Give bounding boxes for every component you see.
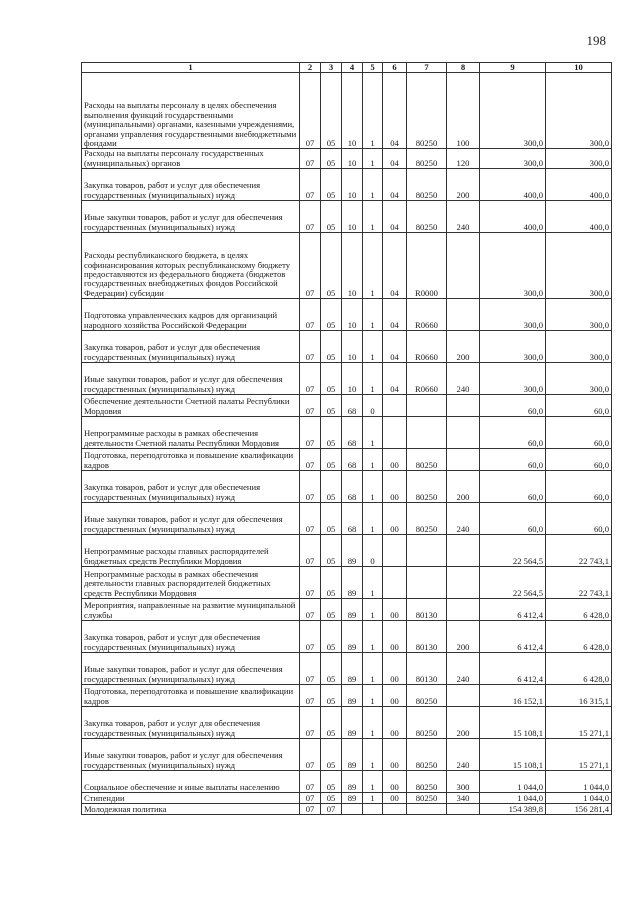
code-cell: 80250 [407, 793, 447, 804]
code-cell: 240 [447, 363, 480, 395]
code-cell: 07 [321, 804, 342, 815]
code-cell: 05 [321, 621, 342, 653]
amount-cell: 1 044,0 [546, 793, 612, 804]
code-cell [342, 804, 363, 815]
code-cell: 10 [342, 169, 363, 201]
code-cell: 240 [447, 653, 480, 685]
code-cell [447, 395, 480, 417]
column-header: 1 [82, 63, 300, 73]
amount-cell: 60,0 [546, 503, 612, 535]
amount-cell: 1 044,0 [480, 771, 546, 793]
code-cell: 05 [321, 599, 342, 621]
table-row [82, 417, 612, 449]
column-header: 7 [407, 63, 447, 73]
code-cell: 1 [363, 331, 383, 363]
table-row [82, 331, 612, 363]
row-name-cell: Иные закупки товаров, работ и услуг для обеспечения государственных (муниципальных) нужд [82, 503, 300, 535]
amount-cell: 400,0 [480, 169, 546, 201]
code-cell: 05 [321, 201, 342, 233]
code-cell [407, 567, 447, 599]
amount-cell: 16 315,1 [546, 685, 612, 707]
code-cell: 200 [447, 169, 480, 201]
code-cell: 240 [447, 201, 480, 233]
table-row [82, 793, 612, 804]
code-cell: 05 [321, 535, 342, 567]
amount-cell: 6 412,4 [480, 599, 546, 621]
code-cell: 89 [342, 653, 363, 685]
code-cell: 04 [383, 149, 407, 169]
amount-cell: 1 044,0 [480, 793, 546, 804]
code-cell: 05 [321, 331, 342, 363]
code-cell: 07 [300, 471, 321, 503]
code-cell: 300 [447, 771, 480, 793]
code-cell: 07 [300, 535, 321, 567]
code-cell: 1 [363, 149, 383, 169]
row-name-cell: Иные закупки товаров, работ и услуг для обеспечения государственных (муниципальных) нужд [82, 653, 300, 685]
row-name-cell: Расходы на выплаты персоналу государственных (муниципальных) органов [82, 149, 300, 169]
code-cell: 04 [383, 233, 407, 299]
code-cell [447, 535, 480, 567]
code-cell: 07 [300, 739, 321, 771]
code-cell: 10 [342, 201, 363, 233]
code-cell: 80250 [407, 149, 447, 169]
code-cell: 1 [363, 599, 383, 621]
code-cell: 07 [300, 395, 321, 417]
table-row [82, 685, 612, 707]
row-name-cell: Иные закупки товаров, работ и услуг для обеспечения государственных (муниципальных) нужд [82, 201, 300, 233]
code-cell: 00 [383, 599, 407, 621]
amount-cell: 22 564,5 [480, 535, 546, 567]
code-cell: 07 [300, 449, 321, 471]
code-cell [447, 417, 480, 449]
amount-cell: 300,0 [546, 73, 612, 149]
code-cell: 07 [300, 417, 321, 449]
code-cell: 1 [363, 233, 383, 299]
code-cell: 07 [300, 233, 321, 299]
code-cell: 200 [447, 621, 480, 653]
amount-cell: 6 428,0 [546, 653, 612, 685]
amount-cell: 300,0 [480, 331, 546, 363]
amount-cell: 15 108,1 [480, 739, 546, 771]
code-cell: 10 [342, 73, 363, 149]
amount-cell: 60,0 [480, 471, 546, 503]
code-cell: 04 [383, 201, 407, 233]
code-cell: 1 [363, 299, 383, 331]
table-row [82, 299, 612, 331]
code-cell: 00 [383, 685, 407, 707]
budget-table [81, 62, 612, 815]
row-name-cell: Непрограммные расходы в рамках обеспечения деятельности главных распорядителей бюджетных средств Республики Мордовия [82, 567, 300, 599]
row-name-cell: Закупка товаров, работ и услуг для обеспечения государственных (муниципальных) нужд [82, 707, 300, 739]
table-row [82, 471, 612, 503]
column-header: 6 [383, 63, 407, 73]
row-name-cell: Закупка товаров, работ и услуг для обеспечения государственных (муниципальных) нужд [82, 471, 300, 503]
code-cell: 00 [383, 707, 407, 739]
code-cell: 200 [447, 331, 480, 363]
table-row [82, 503, 612, 535]
code-cell: 07 [300, 363, 321, 395]
row-name-cell: Закупка товаров, работ и услуг для обеспечения государственных (муниципальных) нужд [82, 331, 300, 363]
code-cell: 340 [447, 793, 480, 804]
code-cell: 00 [383, 449, 407, 471]
code-cell [383, 535, 407, 567]
code-cell: 05 [321, 653, 342, 685]
amount-cell: 154 389,8 [480, 804, 546, 815]
amount-cell: 300,0 [480, 363, 546, 395]
amount-cell: 1 044,0 [546, 771, 612, 793]
row-name-cell: Непрограммные расходы в рамках обеспечения деятельности Счетной палаты Республики Мордовия [82, 417, 300, 449]
code-cell: 05 [321, 739, 342, 771]
code-cell: 1 [363, 771, 383, 793]
code-cell: 68 [342, 503, 363, 535]
code-cell: R0000 [407, 233, 447, 299]
code-cell: 10 [342, 149, 363, 169]
column-header: 3 [321, 63, 342, 73]
code-cell: 68 [342, 417, 363, 449]
code-cell: 1 [363, 685, 383, 707]
code-cell: 07 [300, 804, 321, 815]
amount-cell: 300,0 [480, 149, 546, 169]
amount-cell: 60,0 [546, 471, 612, 503]
table-row [82, 707, 612, 739]
row-name-cell: Обеспечение деятельности Счетной палаты Республики Мордовия [82, 395, 300, 417]
code-cell: 05 [321, 793, 342, 804]
code-cell: 1 [363, 653, 383, 685]
table-row [82, 201, 612, 233]
code-cell: 80250 [407, 739, 447, 771]
code-cell: R0660 [407, 331, 447, 363]
code-cell: 00 [383, 503, 407, 535]
table-row [82, 449, 612, 471]
row-name-cell: Подготовка управленческих кадров для организаций народного хозяйства Российской Федерации [82, 299, 300, 331]
table-row [82, 771, 612, 793]
code-cell: 1 [363, 417, 383, 449]
code-cell: 80130 [407, 653, 447, 685]
code-cell: R0660 [407, 363, 447, 395]
row-name-cell: Расходы республиканского бюджета, в целях софинансирования которых республиканскому бюджету предоставляются из федерального бюджета (бюджетов государственных внебюджетных фондов Российской Федерации) субсидии [82, 233, 300, 299]
code-cell [447, 299, 480, 331]
code-cell: 80130 [407, 621, 447, 653]
amount-cell: 156 281,4 [546, 804, 612, 815]
code-cell: 1 [363, 793, 383, 804]
code-cell: 07 [300, 567, 321, 599]
code-cell: 89 [342, 739, 363, 771]
table-row [82, 73, 612, 149]
code-cell: 04 [383, 169, 407, 201]
code-cell: 1 [363, 169, 383, 201]
code-cell: 200 [447, 707, 480, 739]
code-cell: 04 [383, 299, 407, 331]
row-name-cell: Иные закупки товаров, работ и услуг для обеспечения государственных (муниципальных) нужд [82, 739, 300, 771]
code-cell [407, 417, 447, 449]
code-cell: 07 [300, 73, 321, 149]
amount-cell: 400,0 [546, 169, 612, 201]
table-row [82, 804, 612, 815]
code-cell: 07 [300, 707, 321, 739]
code-cell: 120 [447, 149, 480, 169]
code-cell: 00 [383, 471, 407, 503]
amount-cell: 6 428,0 [546, 599, 612, 621]
code-cell: 05 [321, 149, 342, 169]
code-cell: 1 [363, 471, 383, 503]
code-cell: 05 [321, 233, 342, 299]
code-cell: 1 [363, 503, 383, 535]
code-cell: 05 [321, 567, 342, 599]
code-cell: 07 [300, 771, 321, 793]
amount-cell: 22 564,5 [480, 567, 546, 599]
code-cell: 100 [447, 73, 480, 149]
code-cell: 05 [321, 503, 342, 535]
code-cell [407, 395, 447, 417]
table-row [82, 233, 612, 299]
code-cell: 1 [363, 621, 383, 653]
amount-cell: 15 271,1 [546, 739, 612, 771]
amount-cell: 60,0 [546, 417, 612, 449]
row-name-cell: Закупка товаров, работ и услуг для обеспечения государственных (муниципальных) нужд [82, 621, 300, 653]
amount-cell: 60,0 [480, 417, 546, 449]
code-cell: 1 [363, 363, 383, 395]
amount-cell: 60,0 [480, 395, 546, 417]
amount-cell: 6 412,4 [480, 653, 546, 685]
column-header: 4 [342, 63, 363, 73]
table-row [82, 599, 612, 621]
code-cell: 10 [342, 299, 363, 331]
table-row [82, 149, 612, 169]
code-cell: 1 [363, 567, 383, 599]
row-name-cell: Подготовка, переподготовка и повышение квалификации кадров [82, 685, 300, 707]
code-cell [447, 685, 480, 707]
table-body [82, 73, 612, 815]
code-cell: 80130 [407, 599, 447, 621]
row-name-cell: Социальное обеспечение и иные выплаты населению [82, 771, 300, 793]
code-cell [447, 449, 480, 471]
amount-cell: 60,0 [546, 449, 612, 471]
column-header: 5 [363, 63, 383, 73]
code-cell: 89 [342, 685, 363, 707]
code-cell [407, 804, 447, 815]
code-cell: 07 [300, 685, 321, 707]
table-row [82, 567, 612, 599]
code-cell: 1 [363, 449, 383, 471]
code-cell: 00 [383, 739, 407, 771]
code-cell: 07 [300, 299, 321, 331]
amount-cell: 300,0 [546, 149, 612, 169]
amount-cell: 300,0 [480, 73, 546, 149]
code-cell: 89 [342, 621, 363, 653]
code-cell: 07 [300, 503, 321, 535]
code-cell: 80250 [407, 707, 447, 739]
code-cell: 89 [342, 793, 363, 804]
code-cell: 10 [342, 233, 363, 299]
code-cell: 05 [321, 169, 342, 201]
amount-cell: 60,0 [480, 503, 546, 535]
table-row [82, 653, 612, 685]
row-name-cell: Расходы на выплаты персоналу в целях обеспечения выполнения функций государственными (муниципальными) органами, казенными учреждениями, органами управления государственными внебюджетными фондами [82, 73, 300, 149]
code-cell: 1 [363, 739, 383, 771]
table-row [82, 169, 612, 201]
row-name-cell: Молодежная политика [82, 804, 300, 815]
code-cell: 05 [321, 395, 342, 417]
code-cell: 07 [300, 599, 321, 621]
code-cell: 07 [300, 201, 321, 233]
amount-cell: 15 271,1 [546, 707, 612, 739]
amount-cell: 6 428,0 [546, 621, 612, 653]
table-row [82, 535, 612, 567]
amount-cell: 60,0 [546, 395, 612, 417]
code-cell: 80250 [407, 685, 447, 707]
table-row [82, 621, 612, 653]
code-cell: 05 [321, 417, 342, 449]
amount-cell: 400,0 [546, 201, 612, 233]
code-cell [447, 567, 480, 599]
column-header: 9 [480, 63, 546, 73]
amount-cell: 22 743,1 [546, 535, 612, 567]
amount-cell: 16 152,1 [480, 685, 546, 707]
table-row [82, 739, 612, 771]
code-cell [383, 417, 407, 449]
code-cell: 0 [363, 395, 383, 417]
code-cell: 89 [342, 707, 363, 739]
code-cell: 05 [321, 449, 342, 471]
code-cell: 05 [321, 771, 342, 793]
code-cell: 05 [321, 707, 342, 739]
code-cell: 07 [300, 793, 321, 804]
code-cell: 80250 [407, 449, 447, 471]
code-cell: 07 [300, 169, 321, 201]
row-name-cell: Непрограммные расходы главных распорядителей бюджетных средств Республики Мордовия [82, 535, 300, 567]
code-cell: R0660 [407, 299, 447, 331]
code-cell: 00 [383, 793, 407, 804]
code-cell: 89 [342, 535, 363, 567]
row-name-cell: Мероприятия, направленные на развитие муниципальной службы [82, 599, 300, 621]
code-cell: 240 [447, 739, 480, 771]
code-cell: 200 [447, 471, 480, 503]
code-cell: 05 [321, 73, 342, 149]
code-cell [363, 804, 383, 815]
code-cell: 05 [321, 299, 342, 331]
code-cell: 00 [383, 653, 407, 685]
amount-cell: 300,0 [480, 299, 546, 331]
row-name-cell: Стипендии [82, 793, 300, 804]
code-cell: 89 [342, 771, 363, 793]
code-cell: 10 [342, 331, 363, 363]
code-cell [447, 233, 480, 299]
code-cell: 1 [363, 73, 383, 149]
code-cell: 05 [321, 363, 342, 395]
code-cell [407, 535, 447, 567]
row-name-cell: Закупка товаров, работ и услуг для обеспечения государственных (муниципальных) нужд [82, 169, 300, 201]
code-cell: 05 [321, 685, 342, 707]
code-cell: 80250 [407, 471, 447, 503]
code-cell [383, 395, 407, 417]
amount-cell: 300,0 [546, 331, 612, 363]
code-cell: 89 [342, 599, 363, 621]
code-cell: 80250 [407, 201, 447, 233]
table-row [82, 363, 612, 395]
code-cell: 80250 [407, 73, 447, 149]
code-cell: 10 [342, 363, 363, 395]
code-cell: 0 [363, 535, 383, 567]
amount-cell: 60,0 [480, 449, 546, 471]
code-cell [383, 567, 407, 599]
amount-cell: 400,0 [480, 201, 546, 233]
amount-cell: 300,0 [546, 363, 612, 395]
column-header: 10 [546, 63, 612, 73]
code-cell: 68 [342, 395, 363, 417]
code-cell: 80250 [407, 503, 447, 535]
code-cell: 04 [383, 73, 407, 149]
amount-cell: 300,0 [546, 299, 612, 331]
code-cell: 07 [300, 331, 321, 363]
code-cell: 05 [321, 471, 342, 503]
amount-cell: 300,0 [546, 233, 612, 299]
code-cell: 04 [383, 363, 407, 395]
code-cell [383, 804, 407, 815]
code-cell: 80250 [407, 169, 447, 201]
code-cell: 68 [342, 449, 363, 471]
row-name-cell: Подготовка, переподготовка и повышение квалификации кадров [82, 449, 300, 471]
column-header: 8 [447, 63, 480, 73]
column-header: 2 [300, 63, 321, 73]
code-cell: 1 [363, 201, 383, 233]
code-cell: 80250 [407, 771, 447, 793]
amount-cell: 15 108,1 [480, 707, 546, 739]
code-cell: 1 [363, 707, 383, 739]
code-cell: 89 [342, 567, 363, 599]
code-cell: 00 [383, 621, 407, 653]
code-cell: 07 [300, 653, 321, 685]
code-cell [447, 599, 480, 621]
code-cell: 07 [300, 621, 321, 653]
page-number: 198 [586, 33, 606, 48]
amount-cell: 6 412,4 [480, 621, 546, 653]
amount-cell: 22 743,1 [546, 567, 612, 599]
code-cell: 240 [447, 503, 480, 535]
table-row [82, 395, 612, 417]
code-cell: 00 [383, 771, 407, 793]
row-name-cell: Иные закупки товаров, работ и услуг для обеспечения государственных (муниципальных) нужд [82, 363, 300, 395]
code-cell: 04 [383, 331, 407, 363]
amount-cell: 300,0 [480, 233, 546, 299]
code-cell: 07 [300, 149, 321, 169]
table-header-row [82, 63, 612, 73]
code-cell [447, 804, 480, 815]
code-cell: 68 [342, 471, 363, 503]
